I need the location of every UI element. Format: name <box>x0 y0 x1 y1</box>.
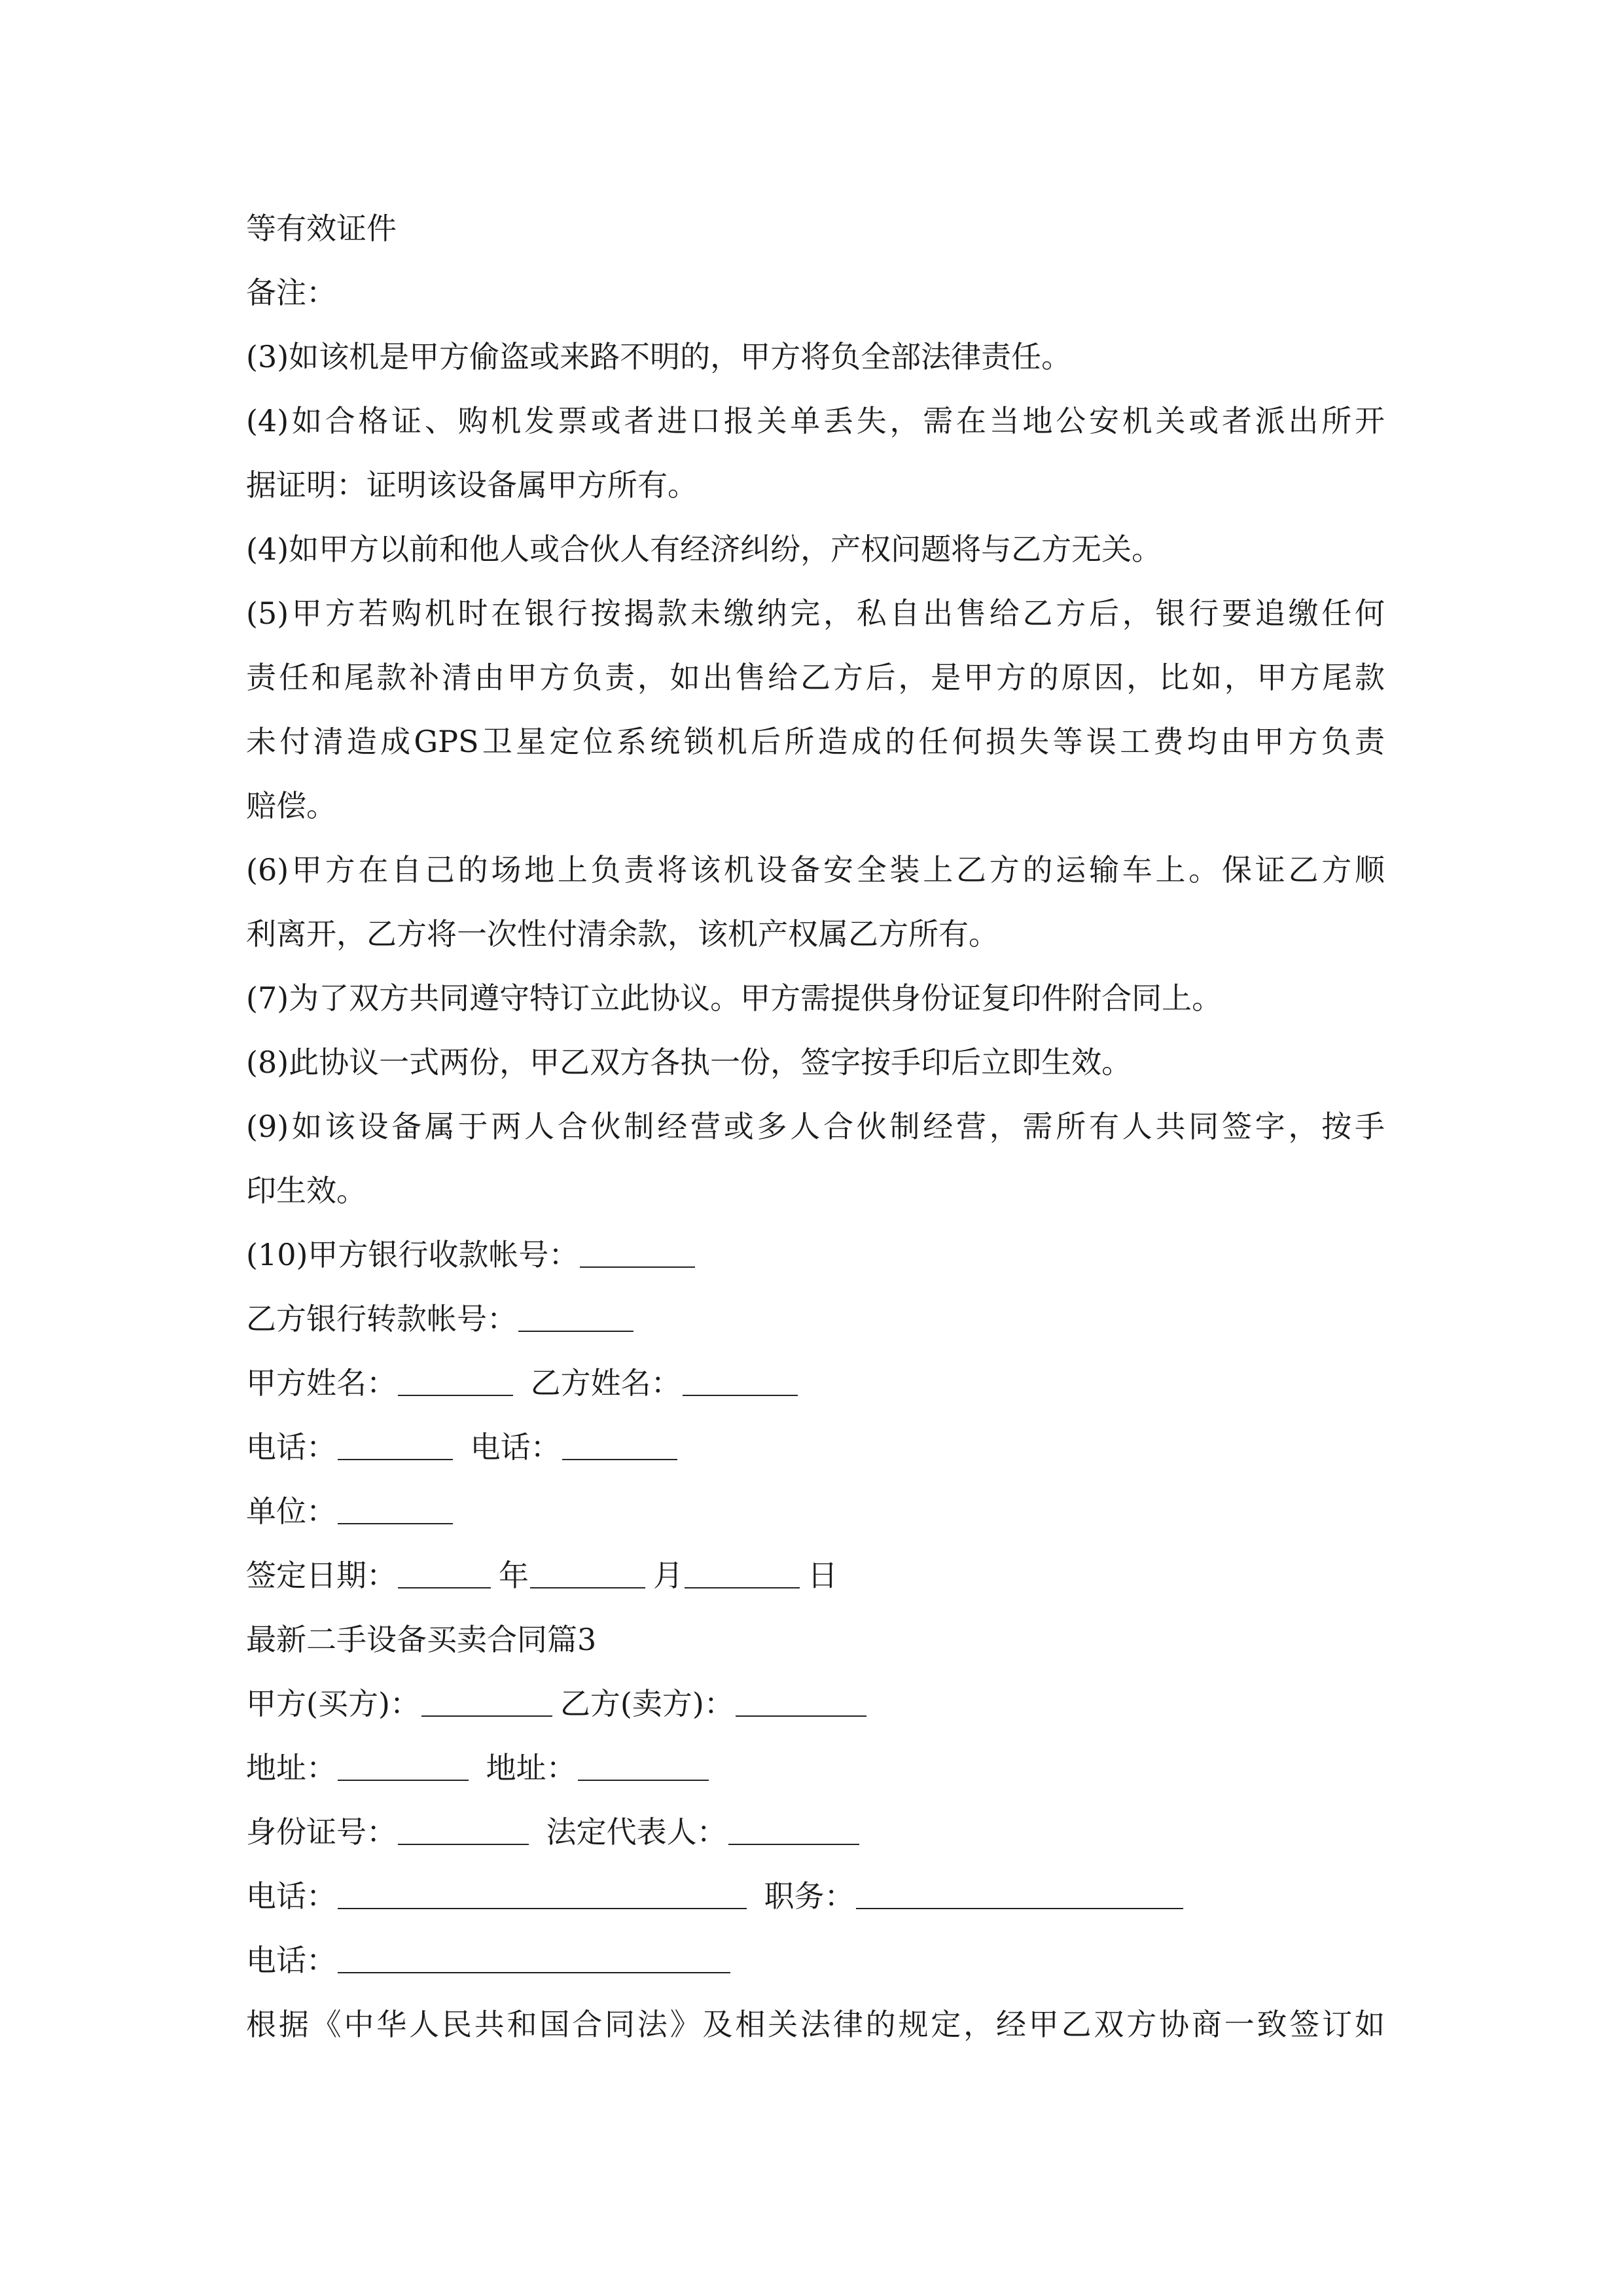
clause-9-line2: 印生效。 <box>246 1173 366 1208</box>
addresses-row <box>246 1736 1385 1800</box>
bank-account-a-label: (10)甲方银行收款帐号： <box>246 1237 579 1272</box>
phone-title-row <box>246 1864 1385 1928</box>
buyer-blank[interactable] <box>421 1691 552 1717</box>
parties-row <box>246 1672 1385 1736</box>
legal-rep-label: 法定代表人： <box>546 1814 727 1850</box>
unit-label: 单位： <box>246 1494 336 1529</box>
bank-account-b-label: 乙方银行转款帐号： <box>246 1301 517 1336</box>
unit-blank[interactable] <box>338 1498 453 1524</box>
phone2-blank[interactable] <box>338 1947 730 1973</box>
day-label: 日 <box>808 1558 838 1593</box>
bank-account-a-row <box>246 1223 1385 1287</box>
day-blank[interactable] <box>685 1562 800 1588</box>
bank-account-b-row <box>246 1287 1385 1351</box>
phone-a-label: 电话： <box>246 1429 336 1465</box>
clause-5-line4: 赔偿。 <box>246 788 336 823</box>
name-b-blank[interactable] <box>683 1370 798 1396</box>
address-b-label: 地址： <box>486 1750 577 1785</box>
id-rep-row <box>246 1800 1385 1864</box>
address-a-label: 地址： <box>246 1750 336 1785</box>
phone-b-blank[interactable] <box>562 1434 677 1460</box>
clause-9-line1: (9)如该设备属于两人合伙制经营或多人合伙制经营，需所有人共同签字，按手 <box>246 1109 1385 1144</box>
contract-preamble: 根据《中华人民共和国合同法》及相关法律的规定，经甲乙双方协商一致签订如 <box>246 2007 1385 2042</box>
bank-account-a-blank[interactable] <box>580 1242 695 1268</box>
clause-7: (7)为了双方共同遵守特订立此协议。甲方需提供身份证复印件附合同上。 <box>246 980 1222 1016</box>
bank-account-b-blank[interactable] <box>518 1306 633 1332</box>
clause-3: (3)如该机是甲方偷盗或来路不明的，甲方将负全部法律责任。 <box>246 339 1072 374</box>
remarks-heading: 备注： <box>246 275 336 310</box>
clause-6-line1: (6)甲方在自己的场地上负责将该机设备安全装上乙方的运输车上。保证乙方顺 <box>246 852 1385 888</box>
clause-8: (8)此协议一式两份，甲乙双方各执一份，签字按手印后立即生效。 <box>246 1045 1132 1080</box>
phone1-label: 电话： <box>246 1878 336 1914</box>
address-b-blank[interactable] <box>578 1755 709 1781</box>
unit-row <box>246 1479 1385 1543</box>
seller-blank[interactable] <box>736 1691 866 1717</box>
document-body <box>246 196 1385 2056</box>
month-label: 月 <box>653 1558 683 1593</box>
name-a-blank[interactable] <box>398 1370 513 1396</box>
phone-b-label: 电话： <box>470 1429 561 1465</box>
name-a-label: 甲方姓名： <box>246 1365 397 1401</box>
clause-4a-line1: (4)如合格证、购机发票或者进口报关单丢失，需在当地公安机关或者派出所开 <box>246 403 1385 439</box>
clause-5-line3: 未付清造成GPS卫星定位系统锁机后所造成的任何损失等误工费均由甲方负责 <box>246 724 1385 759</box>
clause-6-line2: 利离开，乙方将一次性付清余款，该机产权属乙方所有。 <box>246 916 999 952</box>
sign-date-row <box>246 1543 1385 1607</box>
clause-4b: (4)如甲方以前和他人或合伙人有经济纠纷，产权问题将与乙方无关。 <box>246 531 1162 567</box>
clause-5-line2: 责任和尾款补清由甲方负责，如出售给乙方后，是甲方的原因，比如，甲方尾款 <box>246 660 1385 695</box>
phone-a-blank[interactable] <box>338 1434 453 1460</box>
section-title: 最新二手设备买卖合同篇3 <box>246 1622 597 1657</box>
text-line: 等有效证件 <box>246 211 397 246</box>
year-blank[interactable] <box>398 1562 491 1588</box>
id-number-blank[interactable] <box>398 1819 529 1845</box>
year-label: 年 <box>499 1558 529 1593</box>
month-blank[interactable] <box>530 1562 645 1588</box>
names-row <box>246 1351 1385 1415</box>
clause-5-line1: (5)甲方若购机时在银行按揭款未缴纳完，私自出售给乙方后，银行要追缴任何 <box>246 596 1385 631</box>
seller-label: 乙方(卖方)： <box>560 1686 734 1721</box>
buyer-label: 甲方(买方)： <box>246 1686 420 1721</box>
name-b-label: 乙方姓名： <box>530 1365 681 1401</box>
job-title-label: 职务： <box>764 1878 855 1914</box>
phone2-label: 电话： <box>246 1943 336 1978</box>
phones-row <box>246 1415 1385 1479</box>
legal-rep-blank[interactable] <box>728 1819 859 1845</box>
phone1-blank[interactable] <box>338 1883 747 1909</box>
address-a-blank[interactable] <box>338 1755 469 1781</box>
job-title-blank[interactable] <box>856 1883 1183 1909</box>
id-number-label: 身份证号： <box>246 1814 397 1850</box>
phone2-row <box>246 1928 1385 1992</box>
sign-date-label: 签定日期： <box>246 1558 397 1593</box>
clause-4a-line2: 据证明：证明该设备属甲方所有。 <box>246 467 698 503</box>
